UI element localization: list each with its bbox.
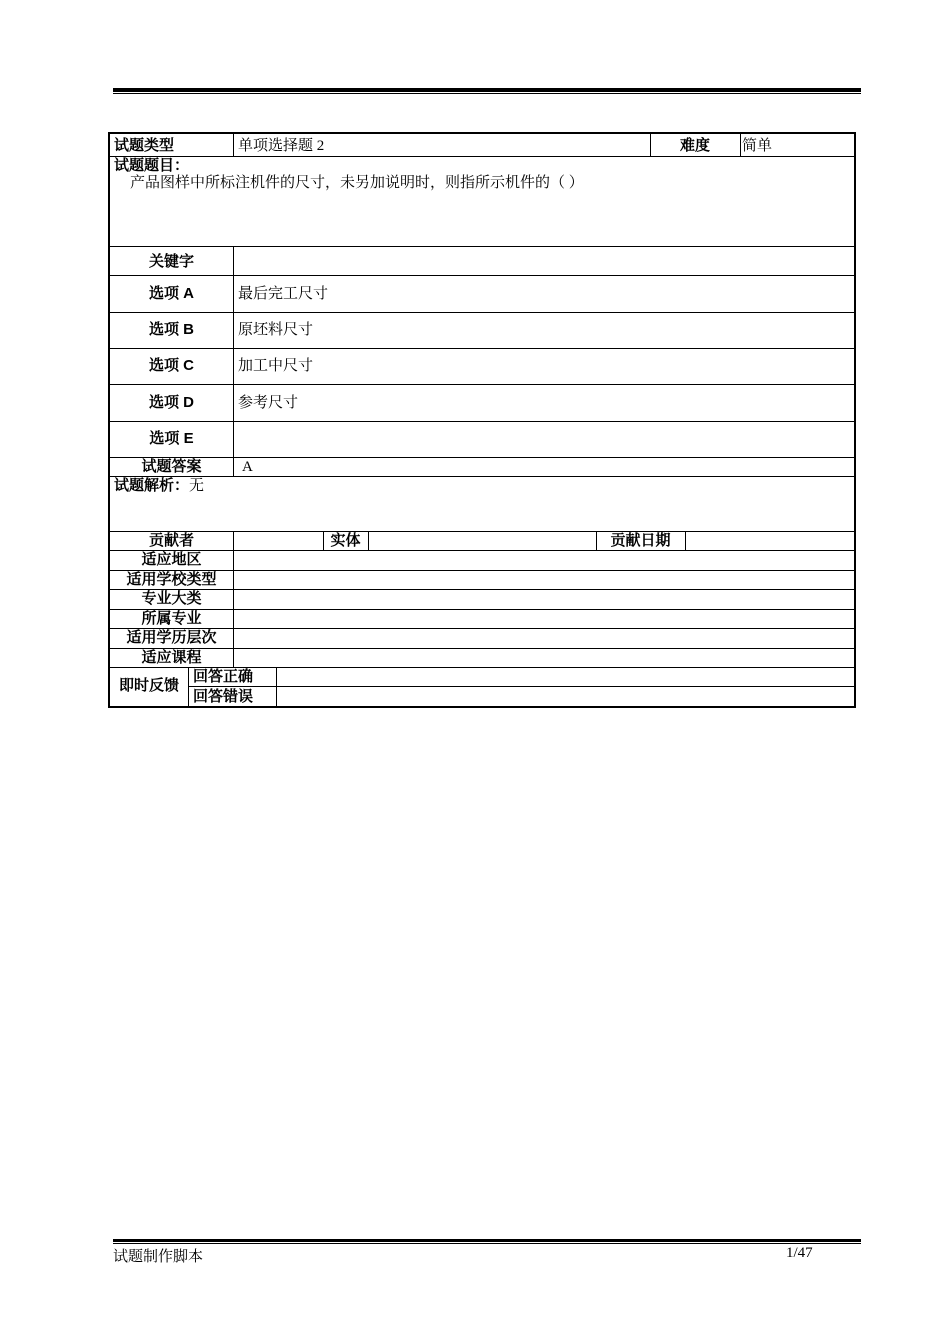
option-b-text: 原坯料尺寸 (238, 322, 314, 338)
row-divider (110, 246, 854, 247)
col-divider (685, 531, 686, 550)
col-divider (276, 667, 277, 706)
keyword-label: 关键字 (148, 253, 194, 270)
row-divider (110, 348, 854, 349)
row-divider (188, 686, 854, 687)
type-label: 试题类型 (114, 137, 175, 154)
meta-major-category-label: 专业大类 (141, 590, 202, 607)
row-divider (110, 312, 854, 313)
stem-label: 试题题目： (114, 157, 190, 174)
meta-region-label: 适应地区 (141, 551, 202, 568)
meta-education-level-label: 适用学历层次 (126, 629, 217, 646)
analysis-value: 无 (189, 478, 205, 494)
col-divider (233, 134, 234, 156)
difficulty-value: 简单 (742, 138, 773, 154)
option-c-label: 选项 C (148, 357, 194, 374)
footer-rule (113, 1239, 861, 1246)
col-divider (188, 667, 189, 706)
option-a-label: 选项 A (148, 285, 194, 302)
row-divider (110, 156, 854, 157)
answer-value: A (242, 459, 253, 475)
feedback-label: 即时反馈 (118, 677, 179, 694)
option-e-label: 选项 E (149, 430, 194, 447)
col-divider (740, 134, 741, 156)
header-rule (113, 88, 861, 95)
meta-course-label: 适应课程 (141, 649, 202, 666)
difficulty-label: 难度 (679, 137, 710, 154)
meta-major-label: 所属专业 (141, 610, 202, 627)
option-d-text: 参考尺寸 (238, 395, 299, 411)
footer-title: 试题制作脚本 (113, 1249, 204, 1265)
option-d-label: 选项 D (148, 394, 194, 411)
contribution-date-label: 贡献日期 (610, 532, 671, 549)
page-number: 1/47 (786, 1245, 813, 1261)
feedback-wrong-label: 回答错误 (193, 688, 254, 705)
stem-text: 产品图样中所标注机件的尺寸，未另加说明时，则指所示机件的（ ） (130, 175, 584, 191)
row-divider (110, 476, 854, 477)
question-form (108, 132, 856, 708)
row-divider (110, 384, 854, 385)
feedback-correct-label: 回答正确 (193, 668, 254, 685)
col-divider (368, 531, 369, 550)
option-c-text: 加工中尺寸 (238, 358, 314, 374)
option-b-label: 选项 B (148, 321, 194, 338)
analysis-row (114, 477, 204, 495)
type-value: 单项选择题 2 (238, 138, 325, 154)
row-divider (110, 421, 854, 422)
col-divider (233, 531, 234, 667)
analysis-label: 试题解析： (114, 477, 190, 494)
contributor-label: 贡献者 (148, 532, 194, 549)
col-divider (233, 246, 234, 476)
meta-school-type-label: 适用学校类型 (126, 571, 217, 588)
row-divider (110, 275, 854, 276)
answer-label: 试题答案 (141, 458, 202, 475)
option-a-text: 最后完工尺寸 (238, 286, 329, 302)
entity-label: 实体 (330, 532, 361, 549)
